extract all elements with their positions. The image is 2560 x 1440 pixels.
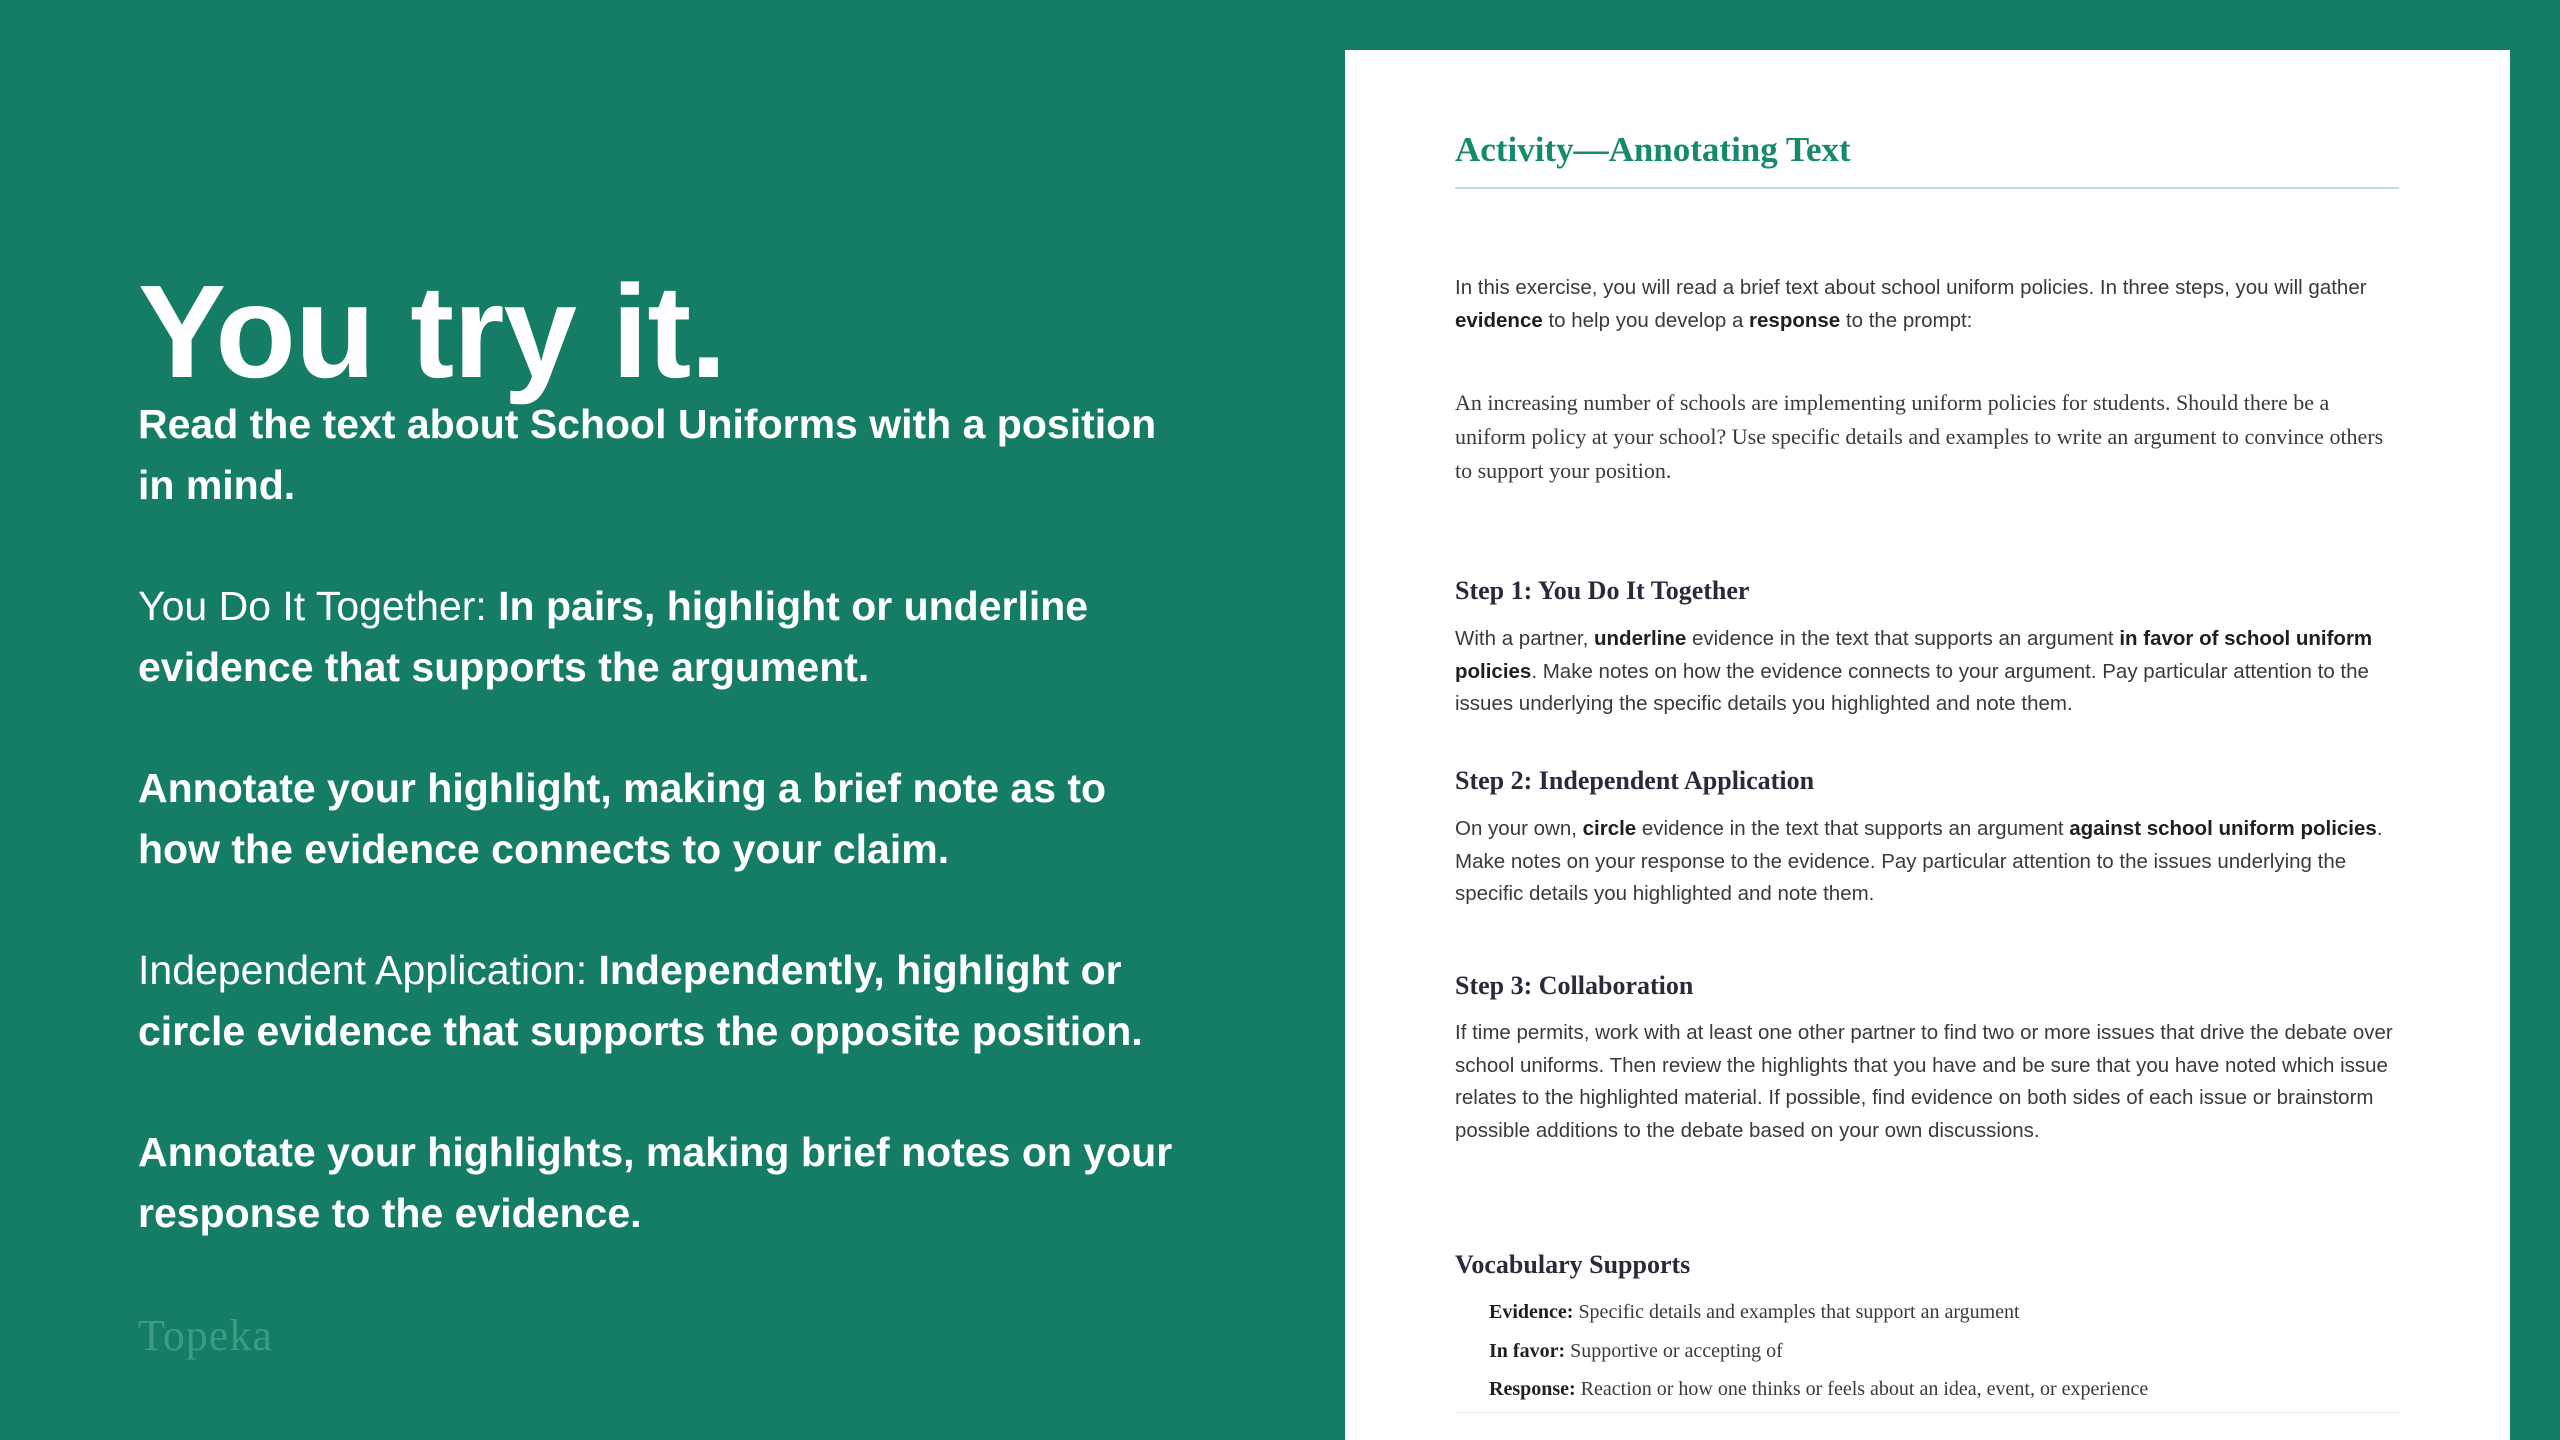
vocabulary-heading: Vocabulary Supports: [1455, 1250, 1691, 1279]
activity-document: [1345, 50, 2510, 1440]
instruction-together: [138, 576, 1178, 698]
instruction-annotate-highlight: [138, 758, 1178, 880]
document-title: Activity—Annotating Text: [1455, 130, 1851, 169]
instruction-together-lead: You Do It Together:: [138, 583, 487, 629]
brand-logo: Topeka: [138, 1311, 273, 1360]
step2-bold-circle: circle: [1582, 817, 1637, 840]
step1-text: evidence in the text that supports an argument: [1686, 627, 2120, 650]
step2-bold-against: against school uniform policies: [2069, 817, 2377, 840]
intro-paragraph: [1455, 272, 2399, 337]
instruction-annotate-highlight-label: Annotate your highlight, making a brief note as to how the evidence connects to your claim.: [138, 765, 1107, 872]
vocab-term: Response:: [1489, 1378, 1576, 1400]
step3-paragraph: If time permits, work with at least one other partner to find two or more issues that drive the debate over school uniforms. Then review the highlights that you have and be sure that you have noted which issue relates to the highlighted material. If possible, find evidence on both sides of each issue or brainstorm possible additions to the debate based on your own discussions.: [1455, 1021, 2393, 1142]
intro-text: to help you develop a: [1542, 308, 1750, 332]
instruction-independent-lead: Independent Application:: [138, 947, 588, 993]
instruction-independent: [138, 940, 1178, 1062]
vocab-item: [1489, 1332, 2389, 1371]
vocab-definition: Reaction or how one thinks or feels about an idea, event, or experience: [1575, 1378, 2149, 1400]
step1-heading: Step 1: You Do It Together: [1455, 576, 1750, 605]
slide-title: You try it.: [138, 258, 726, 406]
instruction-read-text-label: Read the text about School Uniforms with a position in mind.: [138, 401, 1157, 508]
step2-paragraph: [1455, 813, 2399, 911]
step1-bold-underline: underline: [1594, 627, 1687, 650]
vocab-term: Evidence:: [1489, 1301, 1574, 1323]
intro-bold-response: response: [1749, 308, 1841, 332]
instruction-independent-body: Independently, highlight or circle evidence that supports the opposite position.: [138, 947, 1143, 1054]
intro-text: to the prompt:: [1840, 308, 1973, 332]
step1-text: . Make notes on how the evidence connects to your argument. Pay particular attention to the issues underlying the specific details you highlighted and note them.: [1455, 659, 2369, 715]
vocab-term: In favor:: [1489, 1339, 1566, 1362]
step2-text: evidence in the text that supports an argument: [1636, 817, 2070, 840]
instruction-together-body: In pairs, highlight or underline evidence that supports the argument.: [138, 583, 1089, 690]
instruction-annotate-highlights: [138, 1122, 1178, 1244]
vocabulary-list: [1489, 1293, 2389, 1409]
step2-heading: Step 2: Independent Application: [1455, 766, 1815, 795]
step3-heading: Step 3: Collaboration: [1455, 971, 1694, 1000]
bottom-divider: [1455, 1412, 2399, 1413]
intro-text: In this exercise, you will read a brief text about school uniform policies. In three steps, you will gather: [1455, 276, 2367, 299]
title-divider: [1455, 187, 2399, 189]
instruction-read-text: [138, 394, 1178, 516]
step2-text: On your own,: [1455, 817, 1583, 840]
writing-prompt: An increasing number of schools are implementing uniform policies for students. Should there be a uniform policy at your school? Use specific details and examples to write an argument to convince others to support your position.: [1455, 390, 2384, 483]
step1-paragraph: [1455, 623, 2399, 721]
vocab-item: [1489, 1370, 2389, 1409]
vocab-definition: Supportive or accepting of: [1565, 1339, 1783, 1362]
step2-text: . Make notes on your response to the evidence. Pay particular attention to the issues underlying the specific details you highlighted and note them.: [1455, 817, 2383, 905]
step1-text: With a partner,: [1455, 627, 1595, 650]
instruction-annotate-highlights-label: Annotate your highlights, making brief notes on your response to the evidence.: [138, 1129, 1173, 1236]
vocab-definition: Specific details and examples that support an argument: [1573, 1301, 2020, 1323]
vocab-item: [1489, 1293, 2389, 1332]
step1-bold-in-favor: in favor of school uniform policies: [1455, 627, 2373, 683]
intro-bold-evidence: evidence: [1455, 308, 1543, 332]
